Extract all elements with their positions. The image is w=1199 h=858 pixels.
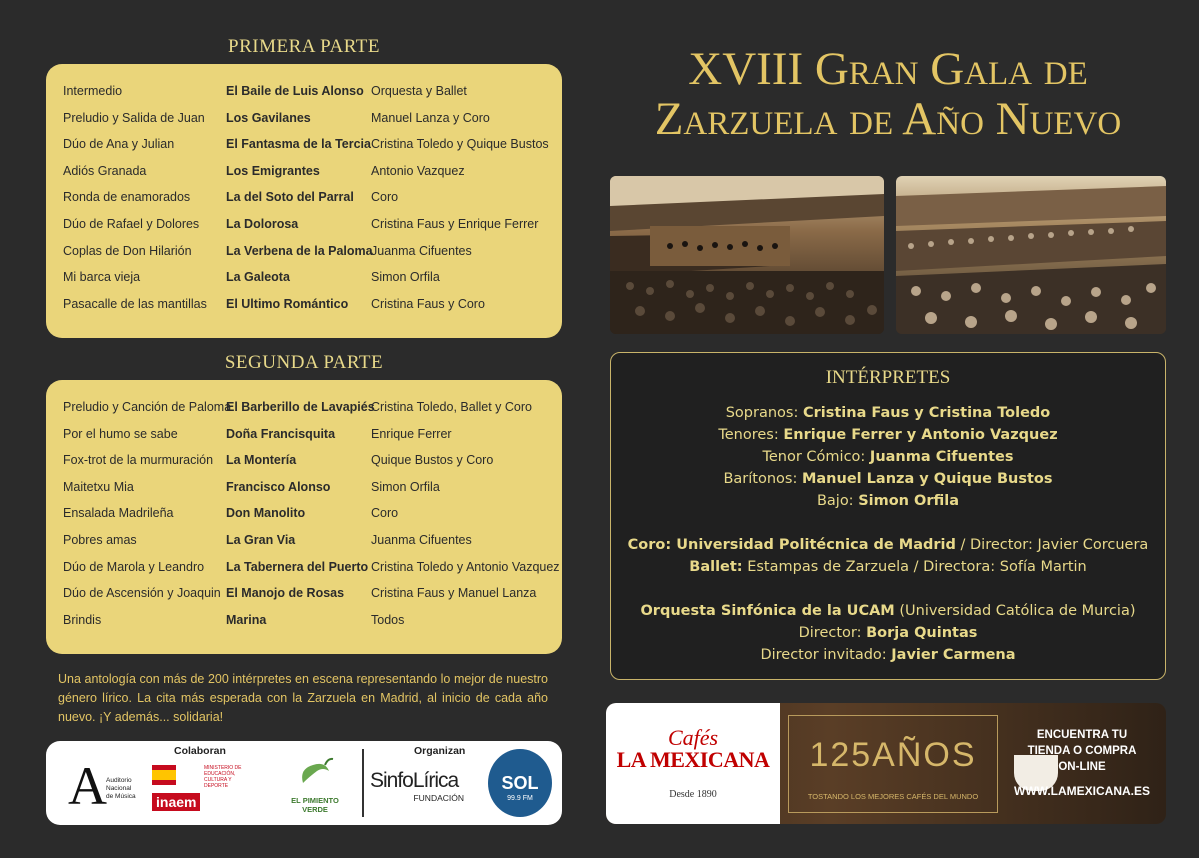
interprete-line [611,427,1165,443]
program-row [46,560,562,586]
concert-hall-photo-stage [610,176,884,334]
zarzuela-title: La Gran Via [226,533,296,547]
interprete-role: Tenor Cómico: [762,449,870,465]
sponsors-panel [46,741,562,825]
program-row [46,533,562,559]
radio-sol-logo [488,749,552,817]
anniversary-panel [788,715,998,813]
interprete-line [611,559,1165,575]
pepper-icon [295,755,335,791]
performers: Quique Bustos y Coro [371,453,494,468]
sol-freq-text: 99.9 FM [507,795,533,802]
piece-name: Por el humo se sabe [63,426,178,441]
zarzuela-title: Los Gavilanes [226,110,311,125]
concert-hall-audience-image [896,176,1166,334]
program-row [46,453,562,479]
interpretes-title: INTÉRPRETES [825,367,951,388]
piece-name: Maitetxu Mia [63,479,134,494]
zarzuela-title: El Manojo de Rosas [226,586,345,601]
brand-text: LA MEXICANA [616,747,770,772]
zarzuela-title: Don Manolito [226,506,306,521]
concert-hall-stage-image [610,176,884,334]
interprete-line [611,471,1165,487]
interprete-line [611,603,1165,619]
concert-hall-photo-audience [896,176,1166,334]
performers: Orquesta y Ballet [371,84,467,98]
interprete-line [611,405,1165,421]
piece-name: Preludio y Salida de Juan [63,110,205,125]
auditorio-a-icon: A [68,756,107,816]
interprete-detail: (Universidad Católica de Murcia) [894,603,1136,619]
interprete-role: Bajo: [816,493,859,509]
zarzuela-title: Francisco Alonso [226,479,331,494]
performers: Cristina Faus y Enrique Ferrer [371,217,539,231]
performers: Cristina Faus y Coro [371,296,485,311]
performers: Coro [371,190,399,205]
zarzuela-title: La Montería [226,453,297,468]
sponsors-divider [362,749,364,817]
zarzuela-title: La del Soto del Parral [226,190,354,205]
performers: Cristina Faus y Manuel Lanza [371,586,537,601]
program-row [46,400,562,426]
interprete-detail: / Director: Javier Corcuera [955,537,1149,553]
zarzuela-title: El Ultimo Romántico [226,296,349,311]
performers: Simon Orfila [371,479,440,494]
program-row [46,137,562,163]
program-row [46,164,562,190]
sinfolirica-text: SinfoLírica [370,769,459,792]
program-row [46,297,562,323]
interprete-role: Sopranos: [725,405,803,421]
piece-name: Dúo de Rafael y Dolores [63,217,200,231]
program-row [46,613,562,639]
interprete-role: Tenores: [718,427,784,443]
piece-name: Pasacalle de las mantillas [63,296,207,311]
zarzuela-title: Los Emigrantes [226,163,320,178]
zarzuela-title: El Barberillo de Lavapiés [226,400,375,414]
cta-line1: ENCUENTRA TU [1036,729,1128,741]
ministerio-text: MINISTERIO DE EDUCACIÓN, CULTURA Y DEPORTE [204,765,242,789]
performers: Juanma Cifuentes [371,243,472,258]
performers: Cristina Toledo, Ballet y Coro [371,400,532,414]
program-row [46,217,562,243]
piece-name: Pobres amas [63,533,137,547]
piece-name: Ronda de enamorados [63,190,191,205]
performers: Antonio Vazquez [371,163,465,178]
zarzuela-title: La Dolorosa [226,217,299,231]
piece-name: Intermedio [63,84,123,98]
program-row [46,586,562,612]
zarzuela-title: El Baile de Luis Alonso [226,84,364,98]
performers: Coro [371,506,399,521]
performers: Todos [371,612,405,627]
program-row [46,506,562,532]
interprete-line [611,625,1165,641]
cta-line3: ON-LINE [1058,761,1106,773]
performers: Enrique Ferrer [371,426,452,441]
primera-parte-title: PRIMERA PARTE [228,36,380,57]
interprete-role: Director invitado: [760,647,892,663]
piece-name: Dúo de Ascensión y Joaquin [63,586,221,601]
interprete-name: Javier Carmena [891,647,1016,663]
performers: Manuel Lanza y Coro [371,110,490,125]
piece-name: Coplas de Don Hilarión [63,243,192,258]
organizan-label: Organizan [414,745,466,757]
interprete-line [611,449,1165,465]
pimiento-text: EL PIMIENTO VERDE [291,796,339,814]
fundacion-text: FUNDACIÓN [413,793,464,803]
zarzuela-title: La Tabernera del Puerto [226,559,369,574]
ministerio-logo [152,765,256,815]
pimiento-verde-logo [280,755,350,819]
sol-text: SOL [501,773,539,793]
piece-name: Preludio y Canción de Paloma [63,400,232,414]
colaboran-label: Colaboran [174,745,226,757]
performers: Simon Orfila [371,270,440,285]
cafes-text: Cafés [667,725,719,750]
zarzuela-title: Marina [226,612,267,627]
piece-name: Brindis [63,612,102,627]
performers: Cristina Toledo y Quique Bustos [371,137,549,152]
interprete-name: Borja Quintas [866,625,978,641]
zarzuela-title: La Galeota [226,270,290,285]
piece-name: Ensalada Madrileña [63,506,174,521]
interprete-name: Enrique Ferrer y Antonio Vazquez [783,427,1058,443]
zarzuela-title: Doña Francisquita [226,426,336,441]
program-row [46,111,562,137]
zarzuela-title: La Verbena de la Paloma [226,243,373,258]
la-mexicana-logo-panel [606,703,780,824]
piece-name: Adiós Granada [63,163,147,178]
auditorio-text: Auditorio Nacional de Música [106,777,136,800]
ad-url[interactable]: WWW.LAMEXICANA.ES [1014,784,1150,798]
interprete-name: Orquesta Sinfónica de la UCAM [640,603,895,619]
interprete-name: Coro: Universidad Politécnica de Madrid [627,537,956,553]
piece-name: Fox-trot de la murmuración [63,453,214,468]
interprete-name: Juanma Cifuentes [869,449,1014,465]
cta-line2: TIENDA O COMPRA [1027,745,1137,757]
interprete-name: Simon Orfila [858,493,960,509]
zarzuela-title: El Fantasma de la Tercia [226,137,371,152]
program-row [46,427,562,453]
performers: Cristina Toledo y Antonio Vazquez [371,559,560,574]
interprete-name: Ballet: [689,559,743,575]
interprete-line [611,537,1165,553]
inaem-text: inaem [152,793,200,811]
program-row [46,84,562,110]
interprete-line [611,493,1165,509]
interprete-name: Cristina Faus y Cristina Toledo [802,405,1051,421]
piece-name: Mi barca vieja [63,270,141,285]
interprete-name: Manuel Lanza y Quique Bustos [801,471,1053,487]
gala-title-line2: Zarzuela de Año Nuevo [654,93,1122,145]
years-text: 125AÑOS [809,736,977,774]
primera-parte-program [46,64,562,338]
performers: Juanma Cifuentes [371,533,472,547]
tagline-text: TOSTANDO LOS MEJORES CAFÉS DEL MUNDO [807,792,979,801]
anthology-description: Una antología con más de 200 intérpretes en escena representando lo mejor de nuestro género lírico. La cita más esperada con la Zarzuela en Madrid, al inicio de cada año nuevo. ¡Y además... solidaria! [58,672,548,724]
spain-flag-icon [152,765,176,785]
since-text: Desde 1890 [669,789,717,800]
auditorio-logo [68,757,138,819]
la-mexicana-ad [606,703,1166,824]
program-row [46,480,562,506]
interprete-role: Barítonos: [723,471,802,487]
cta-block [1008,727,1156,799]
interpretes-box [610,352,1166,680]
program-row [46,244,562,270]
piece-name: Dúo de Marola y Leandro [63,559,205,574]
segunda-parte-program [46,380,562,654]
interprete-role: Director: [798,625,867,641]
segunda-parte-title: SEGUNDA PARTE [224,352,384,373]
sinfolirica-logo [370,769,476,803]
program-row [46,190,562,216]
gala-title-line1: XVIII Gran Gala de [688,43,1088,95]
program-row [46,270,562,296]
piece-name: Dúo de Ana y Julian [63,137,175,152]
interprete-line [611,647,1165,663]
interprete-detail: Estampas de Zarzuela / Directora: Sofía Martin [742,559,1087,575]
